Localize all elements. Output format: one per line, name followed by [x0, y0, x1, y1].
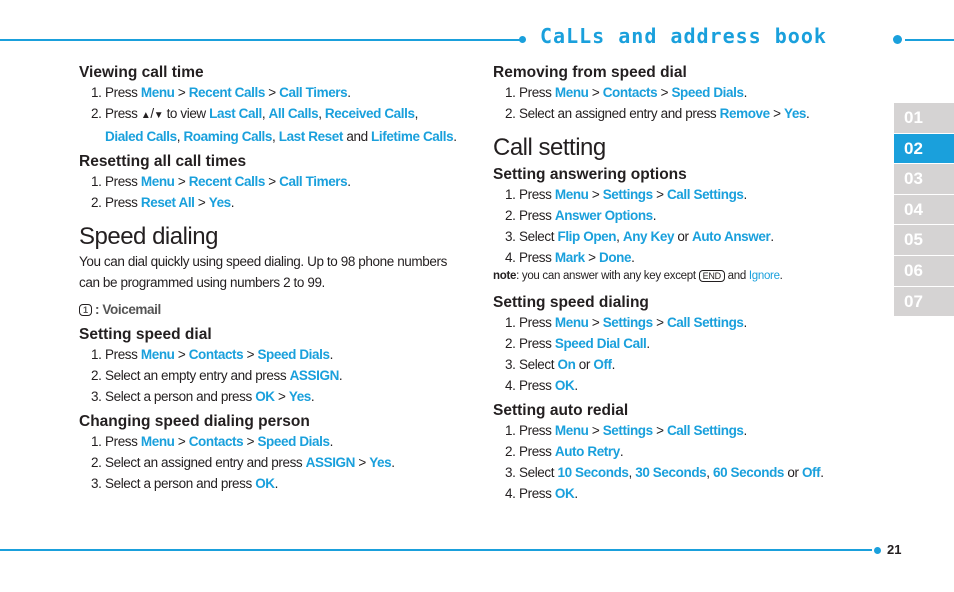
list-item: 1. Press Menu > Recent Calls > Call Timers. — [91, 85, 351, 100]
removing-steps — [493, 82, 883, 124]
chapter-tab-03[interactable]: 03 — [894, 164, 954, 195]
auto-redial-steps — [493, 420, 883, 504]
speed-dialing-description-2: can be programmed using numbers 2 to 99. — [79, 275, 325, 290]
section-title-setting-speed-dial: Setting speed dial — [79, 326, 212, 343]
header-rule-right — [905, 39, 954, 41]
chapter-tabs — [894, 103, 954, 317]
section-heading-speed-dialing: Speed dialing — [79, 223, 218, 250]
list-item: 1. Press Menu > Settings > Call Settings. — [505, 423, 747, 438]
list-item: 1. Press Menu > Contacts > Speed Dials. — [505, 85, 747, 100]
list-item: 4. Press OK. — [505, 378, 578, 393]
page-number: 21 — [887, 542, 902, 557]
list-item: 2. Press Speed Dial Call. — [505, 336, 650, 351]
list-item: 3. Select 10 Seconds, 30 Seconds, 60 Seconds or Off. — [505, 465, 824, 480]
header-dot-right — [893, 35, 902, 44]
list-item: 2. Select an assigned entry and press Remove > Yes. — [505, 106, 810, 121]
footer-dot — [874, 547, 881, 554]
list-item: 3. Select a person and press OK > Yes. — [91, 389, 315, 404]
list-item: 2. Press Reset All > Yes. — [91, 195, 235, 210]
list-item: 1. Press Menu > Contacts > Speed Dials. — [91, 347, 333, 362]
list-item: 2. Press ▲/▼ to view Last Call, All Calls, Received Calls, — [91, 106, 418, 121]
list-item: 1. Press Menu > Settings > Call Settings. — [505, 187, 747, 202]
key-1-icon: 1 — [79, 304, 92, 316]
footer-rule — [0, 549, 872, 551]
list-item: 4. Press Mark > Done. — [505, 250, 635, 265]
end-key-icon: END — [699, 270, 725, 282]
right-column — [493, 60, 883, 504]
viewing-call-time-steps — [79, 82, 464, 147]
list-item: 2. Select an assigned entry and press ASSIGN > Yes. — [91, 455, 395, 470]
voicemail-key-note: 1 : Voicemail — [79, 299, 464, 320]
list-item: 3. Select Flip Open, Any Key or Auto Answer. — [505, 229, 774, 244]
list-item: 4. Press OK. — [505, 486, 578, 501]
list-item: 2. Press Answer Options. — [505, 208, 657, 223]
section-title-changing-speed-dialing: Changing speed dialing person — [79, 413, 310, 430]
chapter-tab-07[interactable]: 07 — [894, 287, 954, 318]
setting-speed-dialing-steps — [493, 312, 883, 396]
chapter-title: CaLLs and address book — [540, 24, 827, 48]
speed-dialing-description: You can dial quickly using speed dialing. Up to 98 phone numbers — [79, 254, 447, 269]
chapter-tab-05[interactable]: 05 — [894, 225, 954, 256]
list-item: 2. Select an empty entry and press ASSIGN. — [91, 368, 343, 383]
header-rule-left — [0, 39, 522, 41]
list-item: 2. Press Auto Retry. — [505, 444, 624, 459]
header-dot-left — [519, 36, 526, 43]
section-title-resetting: Resetting all call times — [79, 153, 247, 170]
chapter-tab-01[interactable]: 01 — [894, 103, 954, 134]
answering-note: note: you can answer with any key except END and Ignore. — [493, 270, 783, 282]
section-title-auto-redial: Setting auto redial — [493, 402, 629, 419]
up-arrow-icon: ▲ — [140, 110, 151, 121]
list-item: 3. Select a person and press OK. — [91, 476, 279, 491]
list-item: 1. Press Menu > Contacts > Speed Dials. — [91, 434, 333, 449]
section-title-answering: Setting answering options — [493, 166, 687, 183]
changing-speed-dialing-steps — [79, 431, 464, 494]
left-column — [79, 60, 464, 494]
chapter-tab-06[interactable]: 06 — [894, 256, 954, 287]
section-title-setting-speed-dialing: Setting speed dialing — [493, 294, 649, 311]
list-item: 1. Press Menu > Recent Calls > Call Timers. — [91, 174, 351, 189]
section-title-removing: Removing from speed dial — [493, 64, 687, 81]
chapter-tab-04[interactable]: 04 — [894, 195, 954, 226]
setting-speed-dial-steps — [79, 344, 464, 407]
answering-steps — [493, 184, 883, 268]
section-heading-call-setting: Call setting — [493, 134, 606, 161]
down-arrow-icon: ▼ — [153, 110, 164, 121]
section-title-viewing-call-time: Viewing call time — [79, 64, 204, 81]
chapter-tab-02[interactable]: 02 — [894, 134, 954, 165]
resetting-steps — [79, 171, 464, 213]
list-item: 3. Select On or Off. — [505, 357, 615, 372]
list-item: Dialed Calls, Roaming Calls, Last Reset and Lifetime Calls. — [105, 129, 457, 144]
list-item: 1. Press Menu > Settings > Call Settings. — [505, 315, 747, 330]
